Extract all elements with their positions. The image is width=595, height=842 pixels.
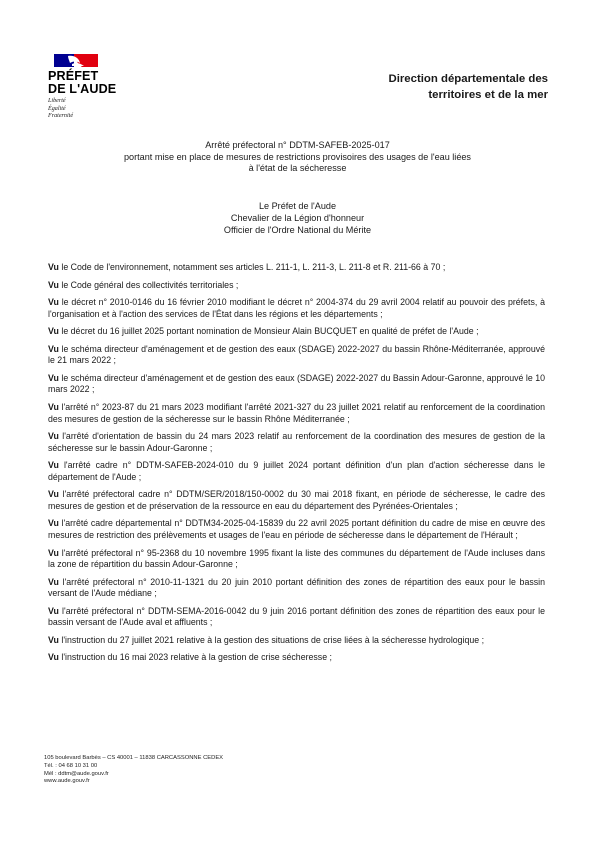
arrete-title [60,140,535,175]
footer-contact [44,755,223,786]
visa-text: le schéma directeur d'aménagement et de gestion des eaux (SDAGE) 2022-2027 du bassin Rhône-Méditerranée, approuvé le 21 mars 2022 ; [48,343,545,366]
vu-label: Vu [48,372,59,383]
arrete-line-1: Arrêté préfectoral n° DDTM-SAFEB-2025-017 [205,140,390,150]
vu-label: Vu [48,518,59,529]
direction-title [308,72,548,103]
visa-text: l'arrêté n° 2023-87 du 21 mars 2023 modifiant l'arrêté 2021-327 du 23 juillet 2021 relatif au renforcement de la coordination des mesures de gestion de la sécheresse sur le bassin Rhône Méditerranée ; [48,402,545,424]
visa-item [48,606,545,629]
direction-line-1: Direction départementale des [388,73,548,85]
logo-title [48,70,138,95]
visa-item [48,518,545,541]
logo-line-1: PRÉFET [48,69,99,83]
visa-text: l'arrêté préfectoral n° 2010-11-1321 du 20 juin 2010 portant définition des zones de répartition des eaux pour le bassin versant de l'Aude médiane ; [48,576,545,599]
prefet-line-1: Le Préfet de l'Aude [258,201,337,211]
visa-item [48,326,545,338]
visa-text: le Code de l'environnement, notamment ses articles L. 211-1, L. 211-3, L. 211-8 et R. 211-66 à 70 ; [58,262,446,272]
arrete-line-3: à l'état de la sécheresse [248,163,347,174]
vu-label: Vu [48,547,59,558]
visa-item [48,262,545,274]
visa-text: l'arrêté préfectoral cadre n° DDTM/SER/2018/150-0002 du 30 mai 2018 fixant, en période de sécheresse, le cadre des mesures de gestion et de préservation de la ressource en eau du département des Pyrénées-Orientales ; [48,489,545,511]
logo-line-2: DE L'AUDE [48,81,117,96]
visa-item [48,489,545,512]
visa-text: l'arrêté d'orientation de bassin du 24 mars 2023 relatif au renforcement de la coordination des mesures de gestion de la sécheresse sur le bassin Adour-Garonne ; [48,431,545,453]
visa-text: le décret n° 2010-0146 du 16 février 2010 modifiant le décret n° 2004-374 du 29 avril 2004 relatif au pouvoir des préfets, à l'organisation et à l'action des services de l'État dans les régions et les départements ; [48,297,545,319]
prefet-title-block [60,200,535,236]
vu-label: Vu [48,489,59,500]
republic-motto [48,98,138,121]
footer-web: www.aude.gouv.fr [44,778,90,785]
arrete-line-2: portant mise en place de mesures de restrictions provisoires des usages de l'eau liées [124,151,471,162]
visa-item [48,548,545,571]
vu-label: Vu [48,326,59,337]
prefet-line-2: Chevalier de la Légion d'honneur [230,213,365,223]
visa-item [48,635,545,647]
visa-item [48,431,545,454]
footer-mail: Mél : ddtm@aude.gouv.fr [44,770,109,777]
prefet-line-3: Officier de l'Ordre National du Mérite [223,225,372,235]
visa-text: l'instruction du 27 juillet 2021 relative à la gestion des situations de crise liées à la sécheresse hydrologique ; [58,634,485,645]
visa-text: le schéma directeur d'aménagement et de gestion des eaux (SDAGE) 2022-2027 du Bassin Adour-Garonne, approuvé le 10 mars 2022 ; [48,372,545,395]
vu-label: Vu [48,460,59,471]
visa-text: l'arrêté préfectoral n° 95-2368 du 10 novembre 1995 fixant la liste des communes du département de l'Aude incluses dans la zone de répartition du bassin Adour-Garonne ; [48,547,545,570]
vu-label: Vu [48,652,59,663]
motto-egalite: Égalité [48,105,66,112]
visa-item [48,577,545,600]
vu-label: Vu [48,279,59,290]
vu-label: Vu [48,262,59,272]
prefecture-logo [48,54,138,121]
footer-address: 105 boulevard Barbès – CS 40001 – 11838 CARCASSONNE CEDEX [44,755,224,761]
visa-item [48,373,545,396]
visa-text: l'arrêté cadre départemental n° DDTM34-2025-04-15839 du 22 avril 2025 portant définition du cadre de mise en œuvre des mesures de restriction des prélèvements et usages de l'eau en période de sécheresse dans le département de l'Hérault ; [48,518,545,540]
direction-line-2: territoires et de la mer [428,88,548,101]
visa-text: le décret du 16 juillet 2025 portant nomination de Monsieur Alain BUCQUET en qualité de préfet de l'Aude ; [58,326,479,337]
vu-label: Vu [48,576,59,587]
visa-item [48,280,545,292]
visa-item [48,344,545,367]
vu-label: Vu [48,431,59,442]
visa-text: l'arrêté cadre n° DDTM-SAFEB-2024-010 du 9 juillet 2024 portant définition d'un plan d'action sécheresse dans le département de l'Aude ; [48,460,545,482]
visa-item [48,460,545,483]
vu-label: Vu [48,605,59,616]
visa-item [48,652,545,664]
vu-label: Vu [48,402,59,413]
visa-item [48,402,545,425]
visa-text: le Code général des collectivités territoriales ; [58,279,239,290]
marianne-icon [54,54,98,67]
motto-fraternite: Fraternité [48,113,74,119]
vu-label: Vu [48,634,59,645]
visas-list [48,262,545,670]
vu-label: Vu [48,297,59,308]
visa-text: l'arrêté préfectoral n° DDTM-SEMA-2016-0042 du 9 juin 2016 portant définition des zones de répartition des eaux pour le bassin versant de l'Aude aval et affluents ; [48,605,545,628]
visa-item [48,297,545,320]
motto-liberte: Liberté [48,98,66,104]
visa-text: l'instruction du 16 mai 2023 relative à la gestion de crise sécheresse ; [58,652,332,663]
footer-tel: Tél. : 04 68 10 31 00 [44,762,98,769]
vu-label: Vu [48,343,59,354]
